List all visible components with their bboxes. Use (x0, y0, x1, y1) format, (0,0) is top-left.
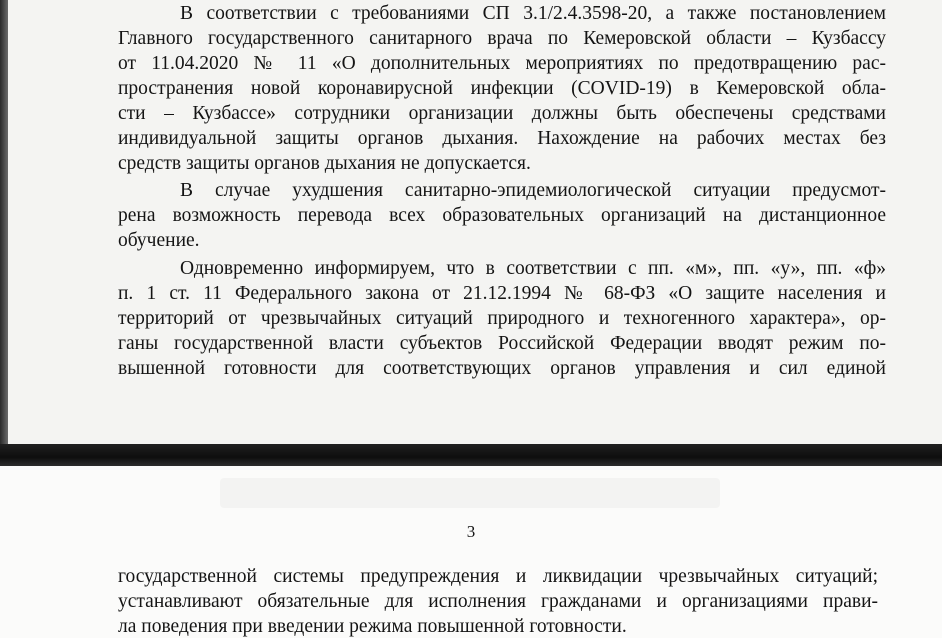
paragraph-3-line-1: Одновременно информируем, что в соответствии с пп. «м», пп. «у», пп. «ф» (180, 258, 886, 279)
paragraph-2-line-2: рена возможность перевода всех образовательных организаций на дистанционное (118, 205, 886, 226)
continuation-line-1: государственной системы предупреждения и ликвидации чрезвычайных ситуаций; (118, 566, 878, 587)
paragraph-2-line-3: обучение. (118, 230, 200, 251)
paragraph-3-line-4: ганы государственной власти субъектов Российской Федерации вводят режим по- (118, 333, 886, 354)
paragraph-3-line-3: территорий от чрезвычайных ситуаций природного и техногенного характера», ор- (118, 308, 886, 329)
paragraph-1-line-1: В соответствии с требованиями СП 3.1/2.4.3598-20, а также постановлением (180, 3, 886, 24)
paragraph-3-line-5: вышенной готовности для соответствующих органов управления и сил единой (118, 358, 886, 379)
paragraph-1-line-4: пространения новой коронавирусной инфекции (COVID-19) в Кемеровской обла- (118, 78, 886, 99)
document-page-bottom (0, 466, 942, 638)
continuation-line-3: ла поведения при введении режима повышенной готовности. (118, 616, 627, 637)
continuation-line-2: устанавливают обязательные для исполнения гражданами и организациями прави- (118, 591, 878, 612)
paragraph-3-line-2: п. 1 ст. 11 Федерального закона от 21.12.1994 № 68-ФЗ «О защите населения и (118, 283, 886, 304)
scan-bleed-through (220, 478, 720, 508)
paragraph-1-line-2: Главного государственного санитарного врача по Кемеровской области – Кузбассу (118, 28, 886, 49)
paragraph-1-line-6: индивидуальной защиты органов дыхания. Нахождение на рабочих местах без (118, 128, 886, 149)
paragraph-1-line-7: средств защиты органов дыхания не допускается. (118, 153, 531, 174)
page-number: 3 (466, 522, 476, 541)
page-break-bar (0, 444, 942, 466)
paragraph-2-line-1: В случае ухудшения санитарно-эпидемиологической ситуации предусмот- (180, 180, 886, 201)
paragraph-1-line-3: от 11.04.2020 № 11 «О дополнительных мероприятиях по предотвращению рас- (118, 53, 886, 74)
paragraph-1-line-5: сти – Кузбассе» сотрудники организации должны быть обеспечены средствами (118, 103, 886, 124)
scan-edge-shadow (0, 0, 8, 444)
document-page-top (8, 0, 942, 444)
